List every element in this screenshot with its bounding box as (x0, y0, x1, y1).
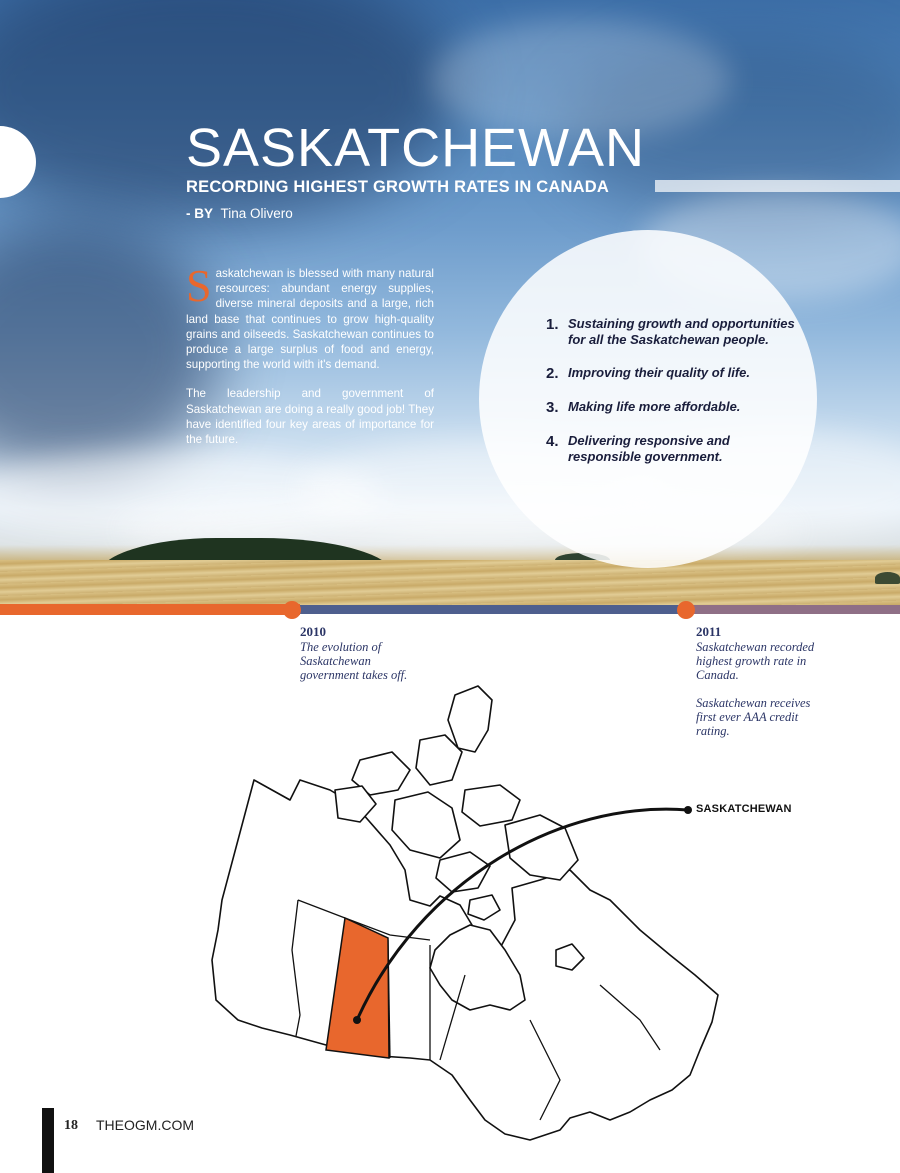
intro-paragraph-1: S askatchewan is blessed with many natural resources: abundant energy supplies, diverse mineral deposits and a large, rich land base that continues to grow high-quality grains and oilseeds. Saskatchewan continues to produce a large surplus of food and energy, supporting the world with it's demand. (186, 260, 434, 372)
author-name: Tina Olivero (220, 206, 293, 221)
callout-dot-start (353, 1016, 361, 1024)
intro-text (186, 260, 434, 461)
timeline-year-2011: 2011 (696, 624, 722, 639)
canada-map (0, 600, 900, 1160)
site-name: THEOGM.COM (96, 1117, 194, 1133)
timeline-text-2011: Saskatchewan recorded highest growth rate in Canada. Saskatchewan receives first ever AAA credit rating. (696, 640, 815, 738)
timeline-text-2010: The evolution of Saskatchewan government takes off. (300, 640, 408, 682)
page-number: 18 (64, 1118, 78, 1133)
subtitle-accent-bar (655, 180, 900, 192)
list-item: 2. Improving their quality of life. (546, 365, 751, 382)
intro-paragraph-2: The leadership and government of Saskatchewan are doing a really good job! They have identified four key areas of importance for the future. (186, 387, 434, 447)
key-areas-list (546, 316, 796, 482)
list-item: 4. Delivering responsive and responsible government. (546, 433, 730, 464)
page-subtitle: RECORDING HIGHEST GROWTH RATES IN CANADA (186, 178, 609, 196)
list-item: 1. Sustaining growth and opportunities for all the Saskatchewan people. (546, 316, 795, 347)
byline (186, 205, 293, 223)
callout-dot-end (684, 806, 692, 814)
drop-cap: S (186, 260, 212, 311)
wheat-field (0, 560, 900, 605)
page-title: SASKATCHEWAN (186, 118, 646, 178)
map-callout-label: SASKATCHEWAN (696, 803, 792, 815)
timeline-year-2010: 2010 (300, 624, 326, 639)
list-item: 3. Making life more affordable. (546, 399, 741, 416)
byline-prefix: - BY (186, 206, 213, 221)
footer-bar (42, 1108, 54, 1173)
